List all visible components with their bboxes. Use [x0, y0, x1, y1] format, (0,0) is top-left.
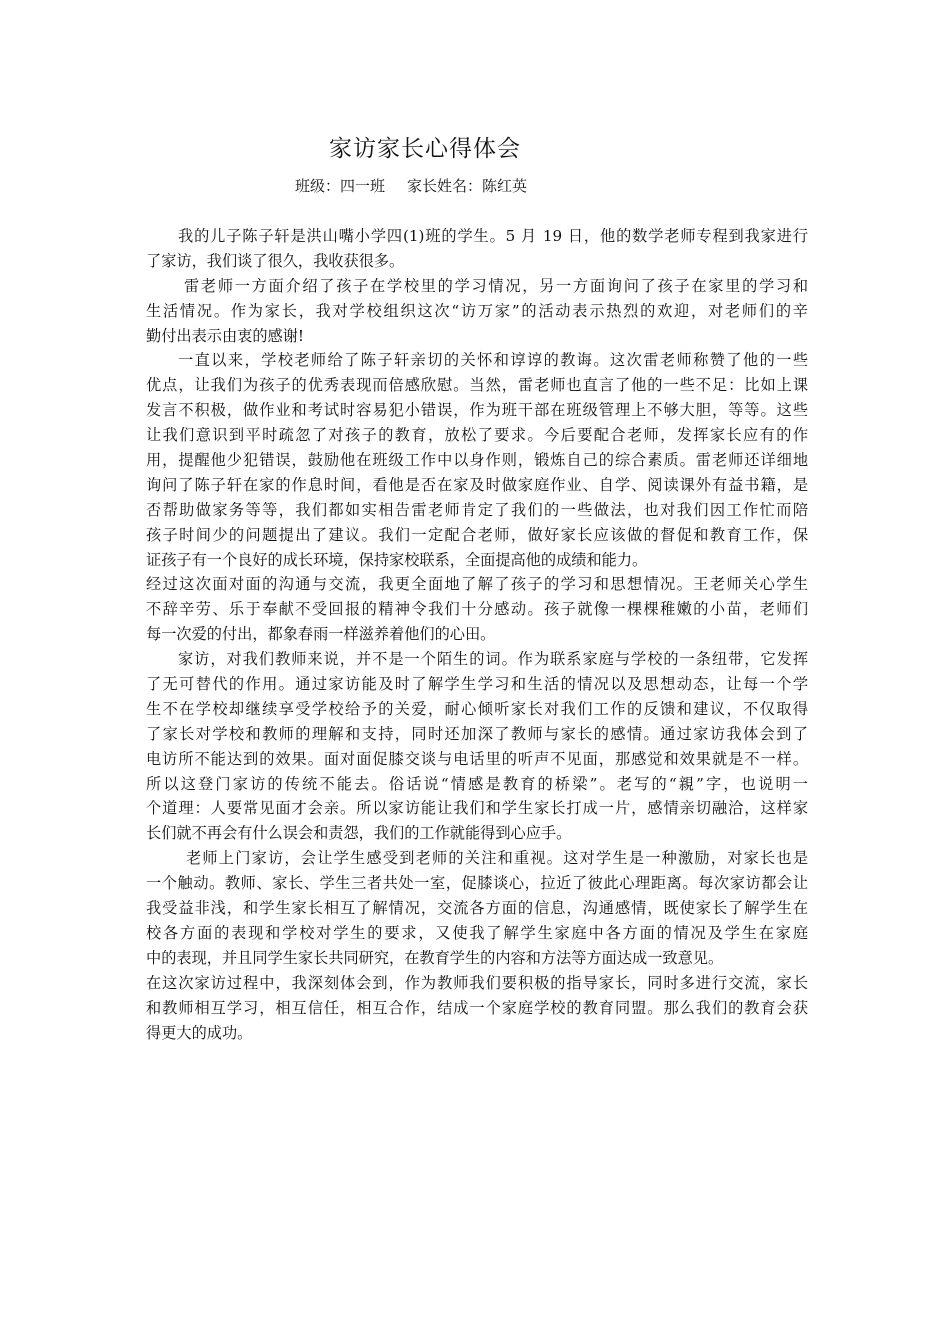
text-line: 个道理：人要常见面才会亲。所以家访能让我们和学生家长打成一片，感情亲切融洽，这样家: [146, 799, 808, 818]
document-title: 家访家长心得体会: [329, 136, 521, 162]
text-line: 了无可替代的作用。通过家访能及时了解学生学习和生活的情况以及思想动态，让每一个学: [146, 675, 808, 694]
text-line: 用，提醒他少犯错误，鼓励他在班级工作中以身作则，锻炼自己的综合素质。雷老师还详细地: [146, 451, 808, 470]
text-line: 发言不积极，做作业和考试时容易犯小错误，作为班干部在班级管理上不够大胆，等等。这些: [146, 401, 808, 420]
text-line: 孩子时间少的问题提出了建议。我们一定配合老师，做好家长应该做的督促和教育工作，保: [146, 525, 808, 544]
text-line: 我受益非浅，和学生家长相互了解情况，交流各方面的信息，沟通感情，既使家长了解学生在: [146, 899, 808, 918]
text-line: 经过这次面对面的沟通与交流，我更全面地了解了孩子的学习和思想情况。王老师关心学生: [146, 575, 808, 594]
class-label: 班级：四一班: [295, 177, 386, 195]
text-line: 雷老师一方面介绍了孩子在学校里的学习情况，另一方面询问了孩子在家里的学习和: [184, 276, 808, 295]
text-line: 和教师相互学习，相互信任，相互合作，结成一个家庭学校的教育同盟。那么我们的教育会获: [146, 998, 808, 1017]
document-meta: [295, 174, 527, 198]
text-line: 了家长对学校和教师的理解和支持，同时还加深了教师与家长的感情。通过家访我体会到了: [146, 724, 808, 743]
text-line: 不辞辛劳、乐于奉献不受回报的精神令我们十分感动。孩子就像一棵棵稚嫩的小苗，老师们: [146, 600, 808, 619]
document-body: [146, 224, 808, 1045]
text-line: 让我们意识到平时疏忽了对孩子的教育，放松了要求。今后要配合老师，发挥家长应有的作: [146, 426, 808, 445]
text-line: 我的儿子陈子轩是洪山嘴小学四(1)班的学生。5 月 19 日，他的数学老师专程到我家进行: [178, 227, 808, 245]
text-line: 每一次爱的付出，都象春雨一样滋养着他们的心田。: [146, 625, 496, 644]
text-line: 校各方面的表现和学校对学生的要求，又使我了解学生家庭中各方面的情况及学生在家庭: [146, 923, 808, 942]
text-line: 勤付出表示由衷的感谢!: [146, 326, 304, 345]
parent-name-label: 家长姓名：陈红英: [407, 177, 528, 195]
text-line: 长们就不再会有什么误会和责怨，我们的工作就能得到心应手。: [146, 824, 572, 843]
text-line: 一个触动。教师、家长、学生三者共处一室，促膝谈心，拉近了彼此心理距离。每次家访都会让: [146, 874, 808, 893]
text-line: 一直以来，学校老师给了陈子轩亲切的关怀和谆谆的教诲。这次雷老师称赞了他的一些: [178, 351, 808, 370]
text-line: 所以这登门家访的传统不能去。俗话说“情感是教育的桥梁”。老写的“親”字，也说明一: [146, 774, 808, 793]
text-line: 证孩子有一个良好的成长环境，保持家校联系，全面提高他的成绩和能力。: [146, 550, 648, 569]
text-line: 在这次家访过程中，我深刻体会到，作为教师我们要积极的指导家长，同时多进行交流，家长: [146, 973, 808, 992]
text-line: 生不在学校却继续享受学校给予的关爱，耐心倾听家长对我们工作的反馈和建议，不仅取得: [146, 699, 808, 718]
text-line: 中的表现，并且同学生家长共同研究，在教育学生的内容和方法等方面达成一致意见。: [146, 948, 724, 967]
text-line: 电访所不能达到的效果。面对面促膝交谈与电话里的听声不见面，那感觉和效果就是不一样。: [146, 749, 808, 768]
text-line: 家访，对我们教师来说，并不是一个陌生的词。作为联系家庭与学校的一条纽带，它发挥: [178, 650, 808, 669]
text-line: 优点，让我们为孩子的优秀表现而倍感欣慰。当然，雷老师也直言了他的一些不足：比如上课: [146, 376, 808, 395]
text-line: 否帮助做家务等等，我们都如实相告雷老师肯定了我们的一些做法，也对我们因工作忙而陪: [146, 500, 808, 519]
text-line: 询问了陈子轩在家的作息时间，看他是否在家及时做家庭作业、自学、阅读课外有益书籍，是: [146, 475, 808, 494]
text-line: 了家访，我们谈了很久，我收获很多。: [146, 251, 405, 270]
text-line: 得更大的成功。: [146, 1023, 253, 1042]
text-line: 生活情况。作为家长，我对学校组织这次“访万家”的活动表示热烈的欢迎，对老师们的辛: [146, 301, 808, 320]
text-line: 老师上门家访，会让学生感受到老师的关注和重视。这对学生是一种激励，对家长也是: [186, 849, 808, 868]
